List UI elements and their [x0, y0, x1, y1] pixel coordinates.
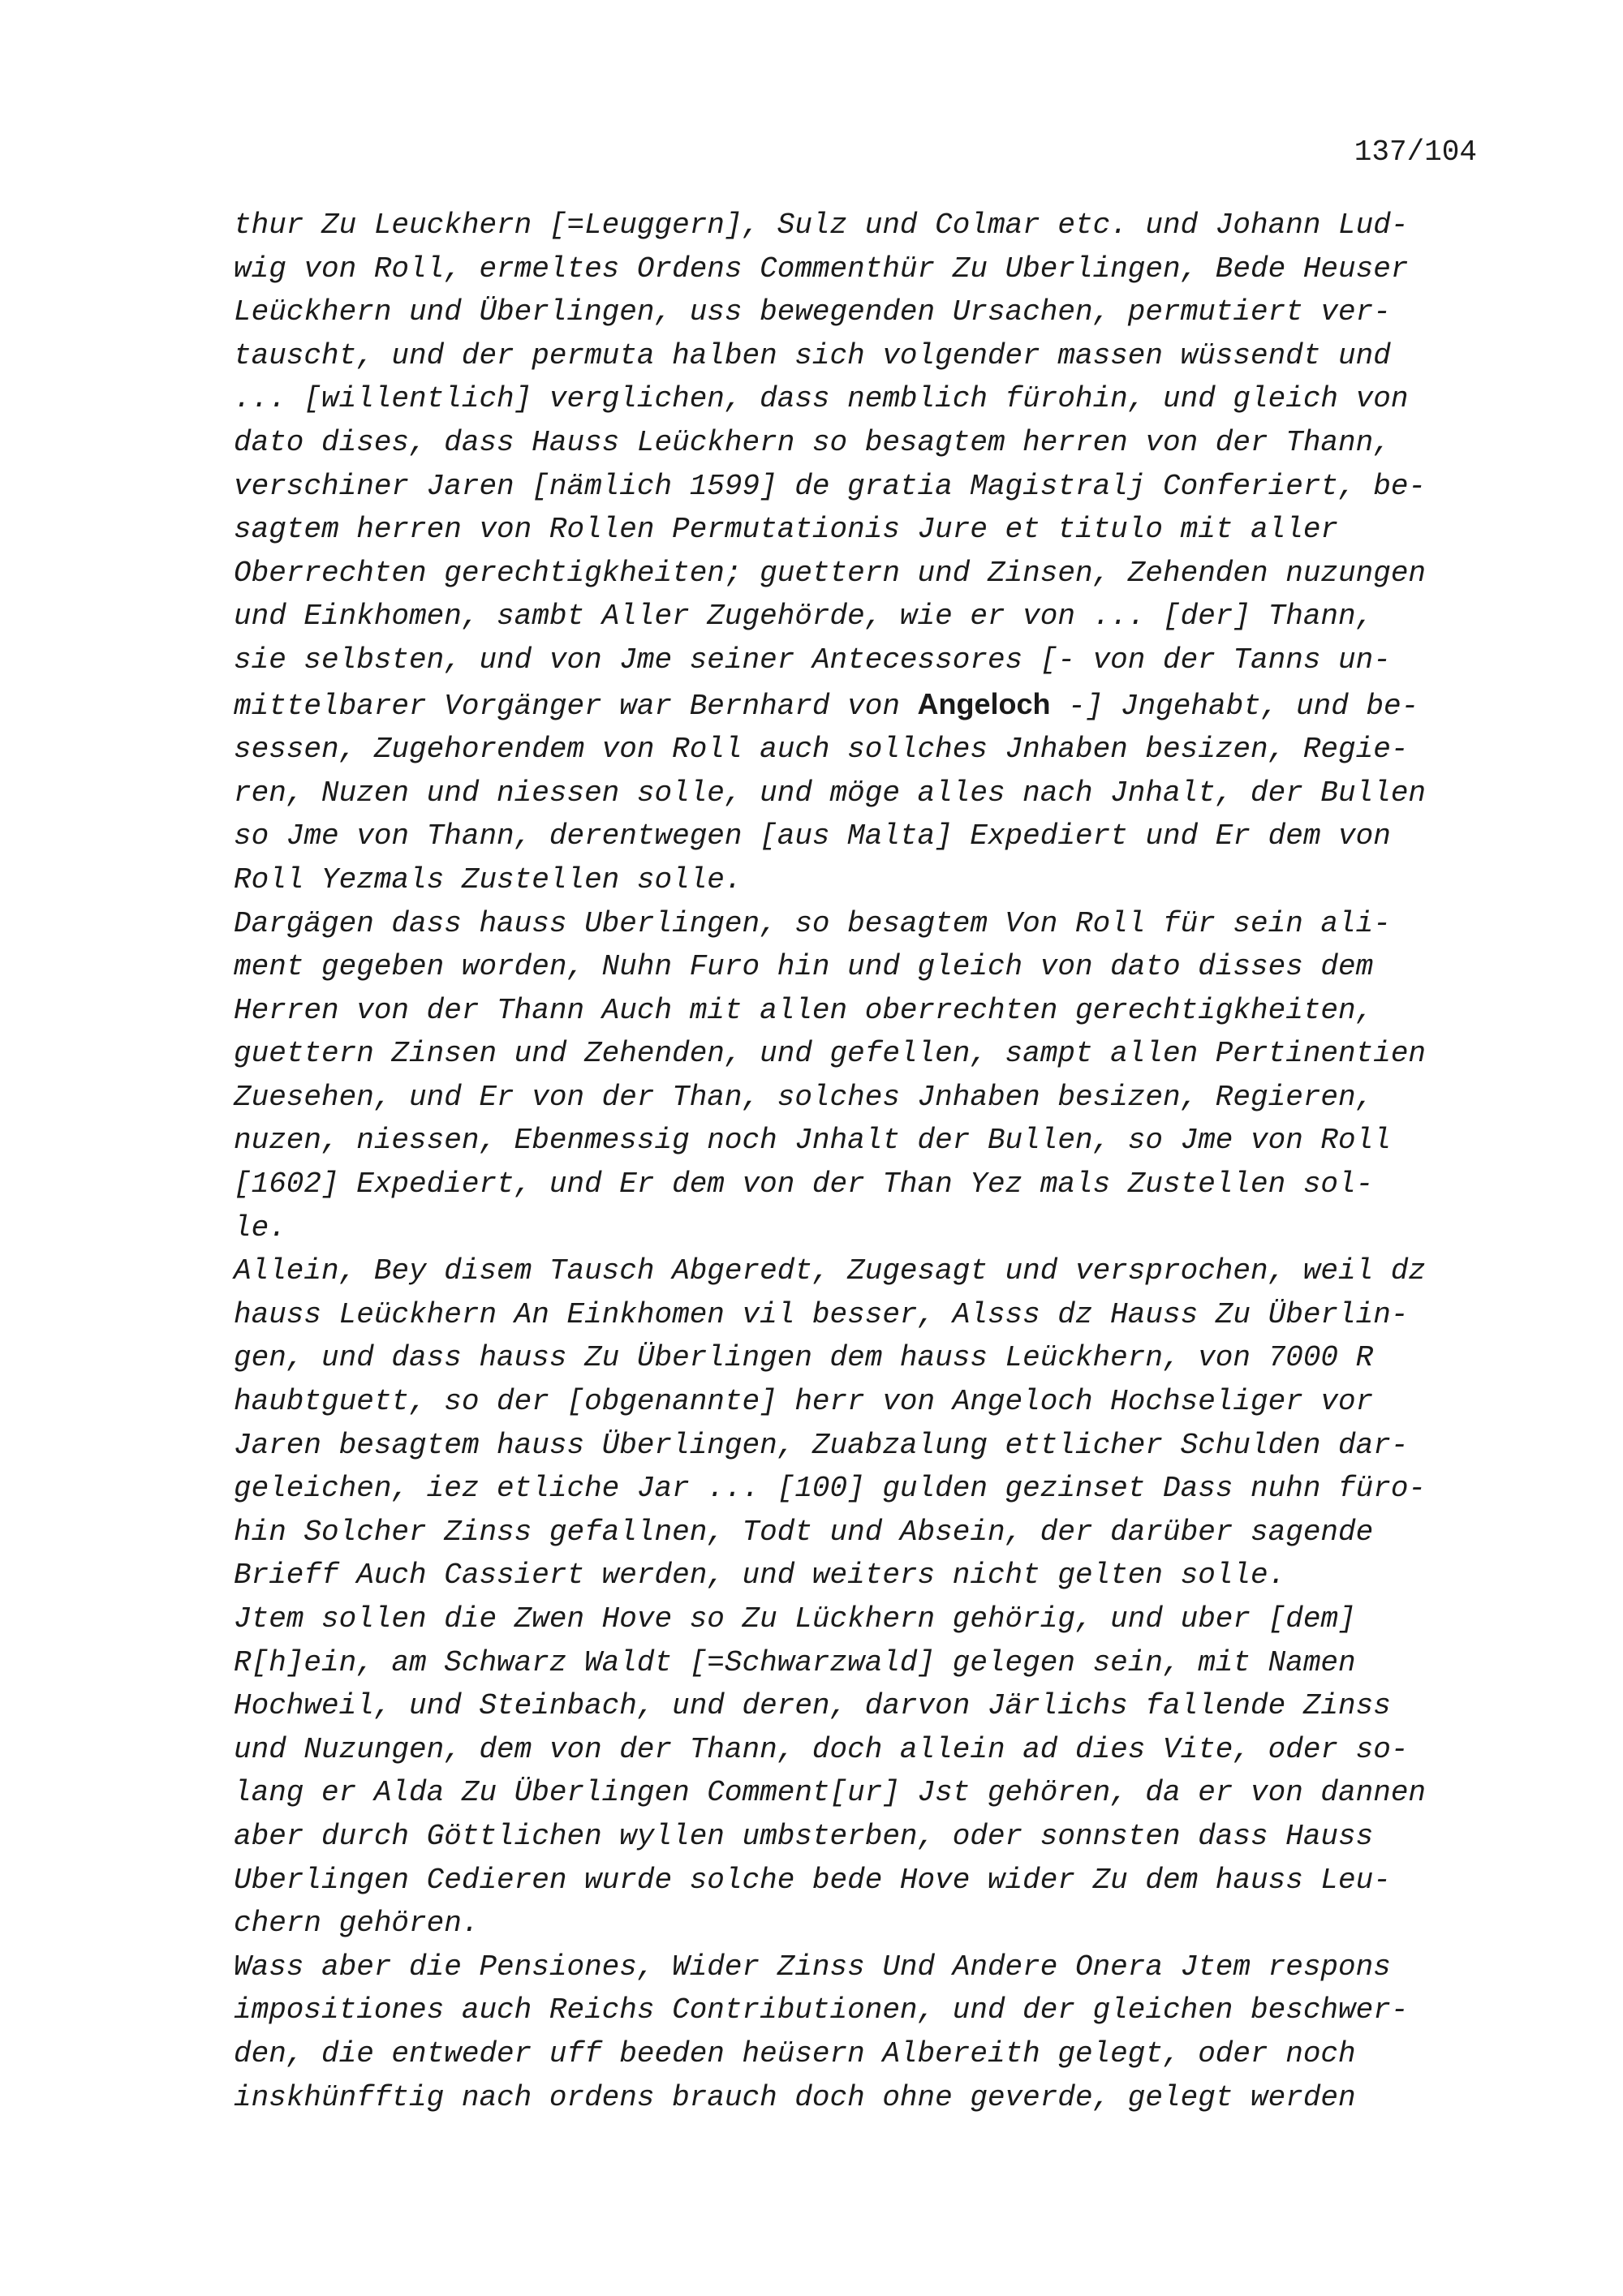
text-segment: mittelbarer Vorgänger war Bernhard von	[234, 689, 918, 723]
text-line: lang er Alda Zu Überlingen Comment[ur] Jst gehören, da er von dannen	[234, 1776, 1427, 1810]
text-line: impositiones auch Reichs Contributionen, und der gleichen beschwer-	[234, 1993, 1409, 2027]
text-line: [1602] Expediert, und Er dem von der Than Yez mals Zustellen sol-	[234, 1167, 1374, 1202]
text-line: ment gegeben worden, Nuhn Furo hin und gleich von dato disses dem	[234, 950, 1374, 984]
text-line: Roll Yezmals Zustellen solle.	[234, 862, 743, 896]
text-line: gen, und dass hauss Zu Überlingen dem hauss Leückhern, von 7000 R	[234, 1341, 1374, 1375]
page-number: 137/104	[1354, 135, 1477, 169]
text-line: chern gehören.	[234, 1907, 480, 1941]
text-line: thur Zu Leuckhern [=Leuggern], Sulz und Colmar etc. und Johann Lud-	[234, 209, 1409, 242]
text-line: ren, Nuzen und niessen solle, und möge alles nach Jnhalt, der Bullen	[234, 776, 1427, 810]
text-line: Uberlingen Cedieren wurde solche bede Hove wider Zu dem hauss Leu-	[234, 1863, 1391, 1897]
text-segment: -] Jngehabt, und be-	[1050, 689, 1419, 723]
text-line: ... [willentlich] verglichen, dass nemblich fürohin, und gleich von	[234, 382, 1409, 416]
text-line: le.	[234, 1210, 286, 1245]
text-line: so Jme von Thann, derentwegen [aus Malta] Expediert und Er dem von	[234, 819, 1391, 853]
text-line: tauscht, und der permuta halben sich volgender massen wüssendt und	[234, 338, 1391, 372]
text-line: Jtem sollen die Zwen Hove so Zu Lückhern gehörig, und uber [dem]	[234, 1602, 1356, 1636]
text-line: Brieff Auch Cassiert werden, und weiters nicht gelten solle.	[234, 1559, 1286, 1593]
transcription-text	[234, 204, 1500, 2119]
text-line: Hochweil, und Steinbach, und deren, darvon Järlichs fallende Zinss	[234, 1689, 1391, 1723]
text-line: sie selbsten, und von Jme seiner Antecessores [- von der Tanns un-	[234, 643, 1391, 677]
text-line: und Nuzungen, dem von der Thann, doch allein ad dies Vite, oder so-	[234, 1732, 1409, 1766]
text-line: Leückhern und Überlingen, uss bewegenden Ursachen, permutiert ver-	[234, 295, 1391, 329]
text-line: Allein, Bey disem Tausch Abgeredt, Zugesagt und versprochen, weil dz	[234, 1254, 1427, 1288]
text-line: geleichen, iez etliche Jar ... [100] gulden gezinset Dass nuhn füro-	[234, 1472, 1427, 1506]
text-line: guettern Zinsen und Zehenden, und gefellen, sampt allen Pertinentien	[234, 1037, 1427, 1071]
text-line: R[h]ein, am Schwarz Waldt [=Schwarzwald] gelegen sein, mit Namen	[234, 1645, 1356, 1679]
text-line: nuzen, niessen, Ebenmessig noch Jnhalt der Bullen, so Jme von Roll	[234, 1124, 1391, 1158]
text-line: hauss Leückhern An Einkhomen vil besser, Alsss dz Hauss Zu Überlin-	[234, 1297, 1409, 1331]
bold-name-angeloch: Angeloch	[917, 686, 1051, 720]
text-line: wig von Roll, ermeltes Ordens Commenthür Zu Uberlingen, Bede Heuser	[234, 252, 1409, 286]
text-line: Zuesehen, und Er von der Than, solches Jnhaben besizen, Regieren,	[234, 1080, 1374, 1114]
text-line: verschiner Jaren [nämlich 1599] de gratia Magistralj Conferiert, be-	[234, 469, 1427, 503]
text-line: Herren von der Thann Auch mit allen oberrechten gerechtigkheiten,	[234, 993, 1374, 1027]
text-line: sessen, Zugehorendem von Roll auch sollches Jnhaben besizen, Regie-	[234, 733, 1409, 767]
text-line: Dargägen dass hauss Uberlingen, so besagtem Von Roll für sein ali-	[234, 906, 1391, 940]
text-line: Oberrechten gerechtigkheiten; guettern und Zinsen, Zehenden nuzungen	[234, 556, 1427, 590]
text-line: haubtguett, so der [obgenannte] herr von Angeloch Hochseliger vor	[234, 1385, 1374, 1419]
text-line: Wass aber die Pensiones, Wider Zinss Und Andere Onera Jtem respons	[234, 1950, 1391, 1984]
text-line: Jaren besagtem hauss Überlingen, Zuabzalung ettlicher Schulden dar-	[234, 1428, 1409, 1462]
text-line: hin Solcher Zinss gefallnen, Todt und Absein, der darüber sagende	[234, 1515, 1374, 1549]
text-line: dato dises, dass Hauss Leückhern so besagtem herren von der Thann,	[234, 425, 1391, 459]
text-line-with-bold-name	[234, 682, 1500, 729]
text-line: inskhünfftig nach ordens brauch doch ohne geverde, gelegt werden	[234, 2080, 1356, 2114]
text-line: und Einkhomen, sambt Aller Zugehörde, wie er von ... [der] Thann,	[234, 600, 1374, 634]
text-line: den, die entweder uff beeden heüsern Albereith gelegt, oder noch	[234, 2036, 1356, 2070]
text-line: sagtem herren von Rollen Permutationis Jure et titulo mit aller	[234, 513, 1339, 547]
text-line: aber durch Göttlichen wyllen umbsterben, oder sonnsten dass Hauss	[234, 1819, 1374, 1853]
